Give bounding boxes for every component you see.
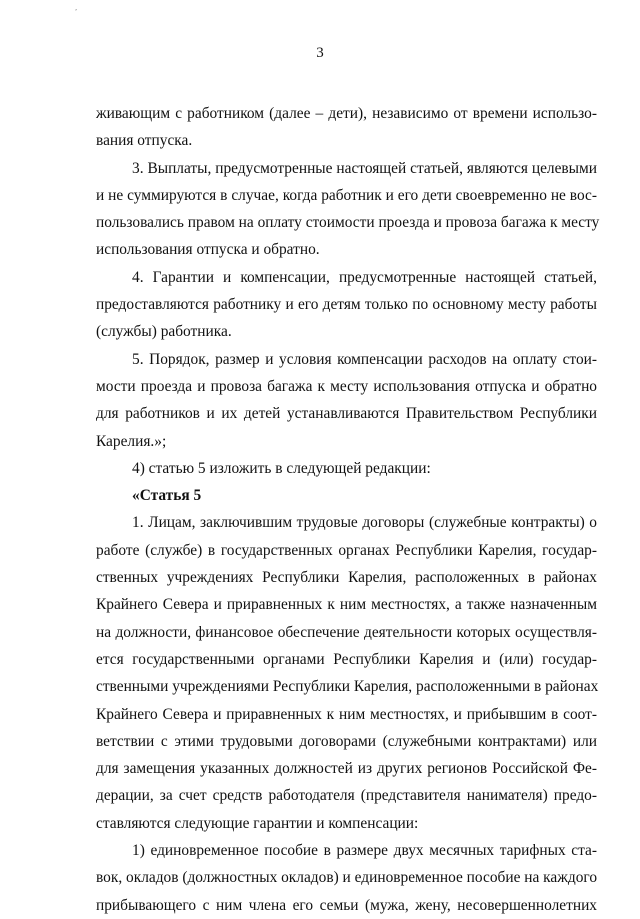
text-line: 4. Гарантии и компенсации, предусмотренные настоящей статьей, bbox=[132, 268, 597, 286]
text-line: использования отпуска и обратно. bbox=[96, 241, 320, 259]
text-line: вок, окладов (должностных окладов) и единовременное пособие на каждого bbox=[96, 869, 598, 887]
text-line: Крайнего Севера и приравненных к ним местностях, а также назначенным bbox=[96, 596, 597, 614]
text-line: прибывающего с ним члена его семьи (мужа, жену, несовершеннолетних bbox=[96, 896, 597, 914]
text-line: ется государственными органами Республики Карелия и (или) государ- bbox=[96, 650, 597, 668]
text-line: 1. Лицам, заключившим трудовые договоры (служебные контракты) о bbox=[132, 514, 597, 532]
text-line: предоставляются работнику и его детям только по основному месту работы bbox=[96, 296, 597, 314]
body-text bbox=[96, 100, 600, 919]
text-line: Карелия.»; bbox=[96, 432, 167, 450]
text-line: ветствии с этими трудовыми договорами (служебными контрактами) или bbox=[96, 732, 597, 750]
text-line: вания отпуска. bbox=[96, 132, 193, 150]
text-line: живающим с работником (далее – дети), независимо от времени использо- bbox=[96, 105, 597, 122]
text-line: на должности, финансовое обеспечение деятельности которых осуществля- bbox=[96, 623, 597, 641]
text-line: ставляются следующие гарантии и компенсации: bbox=[96, 814, 419, 832]
page-number: 3 bbox=[316, 45, 324, 61]
article-heading: «Статья 5 bbox=[132, 487, 202, 505]
text-line: ственных учреждениях Республики Карелия, расположенных в районах bbox=[96, 569, 597, 587]
text-line: 1) единовременное пособие в размере двух месячных тарифных ста- bbox=[132, 842, 597, 860]
text-line: 4) статью 5 изложить в следующей редакции: bbox=[132, 459, 431, 477]
text-line: (службы) работника. bbox=[96, 323, 232, 341]
text-line: для замещения указанных должностей из других регионов Российской Фе- bbox=[96, 760, 597, 778]
scan-mark: ʼ bbox=[75, 9, 77, 15]
text-line: для работников и их детей устанавливаются Правительством Республики bbox=[96, 405, 597, 423]
text-line: мости проезда и провоза багажа к месту использования отпуска и обратно bbox=[96, 377, 597, 395]
text-line: пользовались правом на оплату стоимости проезда и провоза багажа к месту bbox=[96, 214, 600, 232]
text-line: работе (службе) в государственных органах Республики Карелия, государ- bbox=[96, 541, 597, 559]
text-line: 5. Порядок, размер и условия компенсации расходов на оплату стои- bbox=[132, 350, 597, 368]
text-line: 3. Выплаты, предусмотренные настоящей статьей, являются целевыми bbox=[132, 159, 597, 177]
text-line: ственными учреждениями Республики Карелия, расположенными в районах bbox=[96, 678, 599, 696]
text-line: дерации, за счет средств работодателя (представителя нанимателя) предо- bbox=[96, 787, 597, 805]
text-line: Крайнего Севера и приравненных к ним местностях, и прибывшим в соот- bbox=[96, 705, 597, 723]
text-line: и не суммируются в случае, когда работник и его дети своевременно не вос- bbox=[96, 186, 597, 204]
